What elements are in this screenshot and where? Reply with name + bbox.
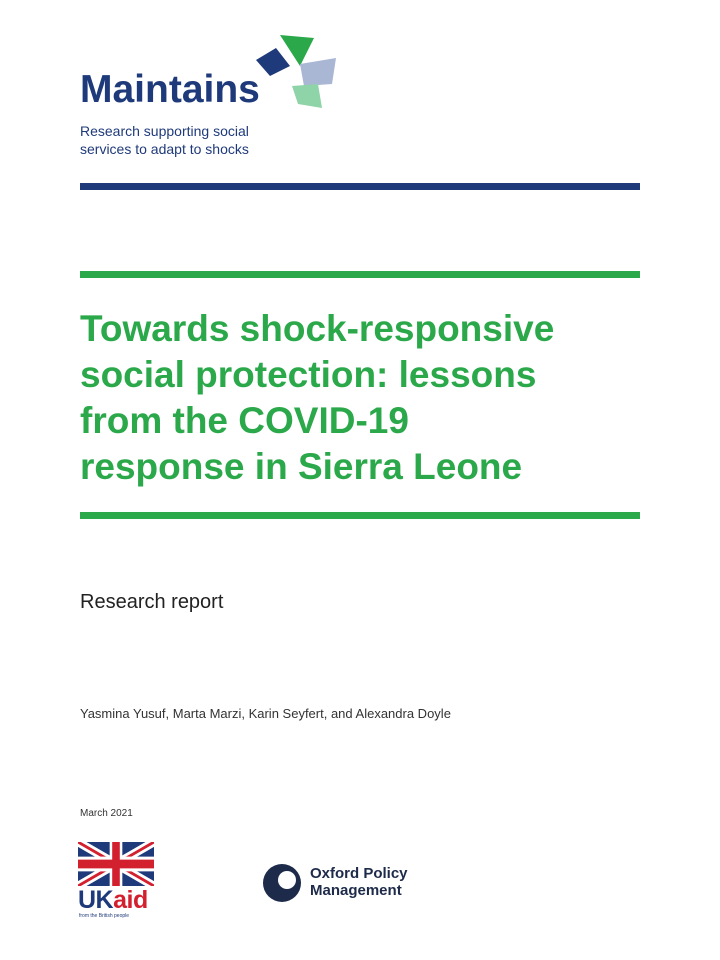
maintains-mark-icon: [256, 30, 346, 110]
publication-date: March 2021: [80, 808, 133, 819]
ukaid-logo: [78, 842, 154, 920]
title-rule-top: [80, 271, 640, 278]
maintains-logo: [80, 30, 350, 170]
tagline-line-1: Research supporting social: [80, 123, 249, 139]
opm-wordmark: [310, 865, 408, 899]
ukaid-wordmark: [78, 888, 148, 913]
opm-line-2: Management: [310, 882, 402, 899]
brand-name: Maintains: [80, 68, 260, 111]
title-rule-bottom: [80, 512, 640, 519]
ukaid-aid: aid: [113, 886, 148, 914]
title-line-2: social protection: lessons: [80, 354, 537, 395]
ukaid-uk: UK: [78, 886, 114, 914]
opm-logo: [262, 862, 462, 906]
title-line-4: response in Sierra Leone: [80, 446, 523, 487]
union-flag-icon: [78, 842, 154, 886]
title-line-1: Towards shock-responsive: [80, 308, 555, 349]
report-title: [80, 306, 650, 490]
title-line-3: from the COVID-19: [80, 400, 409, 441]
opm-line-1: Oxford Policy: [310, 865, 408, 882]
authors: Yasmina Yusuf, Marta Marzi, Karin Seyfert, and Alexandra Doyle: [80, 706, 451, 721]
header-divider: [80, 183, 640, 190]
opm-mark-icon: [262, 863, 302, 903]
ukaid-subtitle: from the British people: [79, 913, 130, 919]
brand-tagline: [80, 122, 340, 158]
tagline-line-2: services to adapt to shocks: [80, 141, 249, 157]
report-type: Research report: [80, 591, 224, 613]
